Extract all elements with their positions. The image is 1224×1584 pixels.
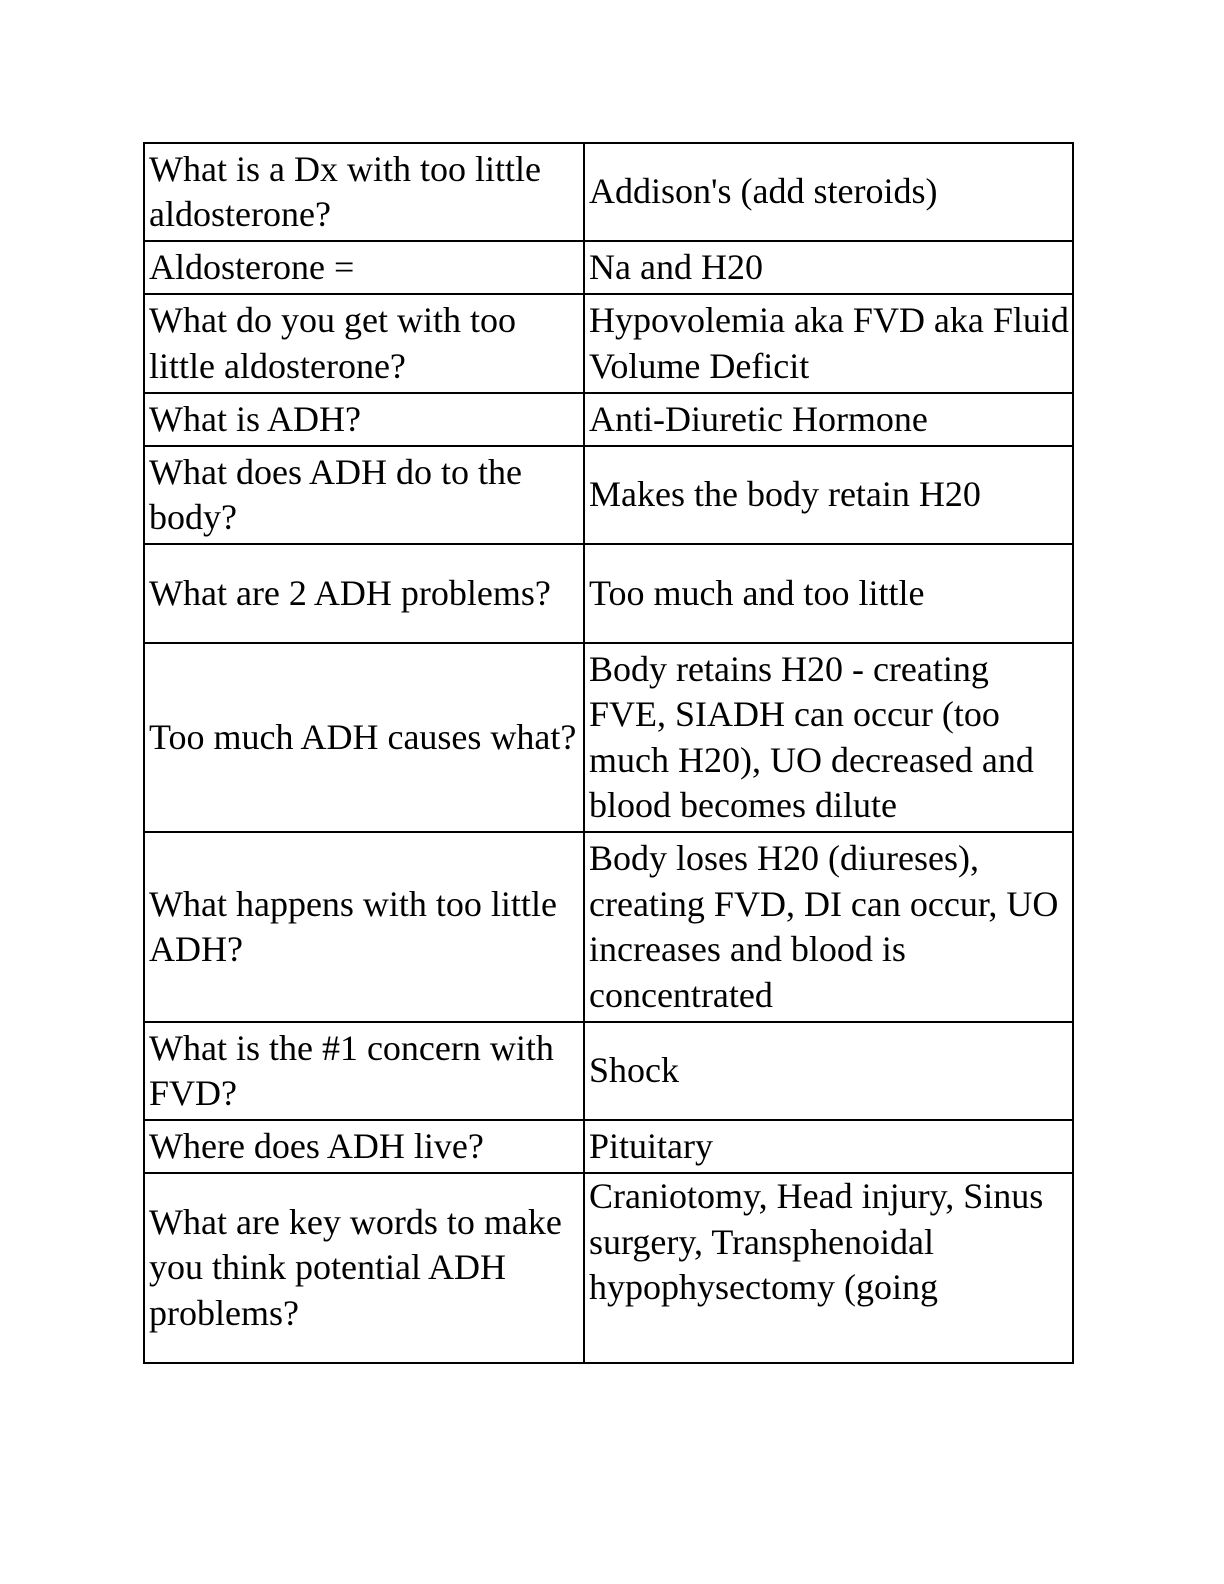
question-cell: What are key words to make you think potential ADH problems? <box>144 1173 584 1363</box>
question-cell: What is the #1 concern with FVD? <box>144 1022 584 1120</box>
answer-cell: Addison's (add steroids) <box>584 143 1073 241</box>
answer-cell: Pituitary <box>584 1120 1073 1173</box>
question-cell: What is a Dx with too little aldosterone? <box>144 143 584 241</box>
answer-cell: Body loses H20 (diureses), creating FVD, DI can occur, UO increases and blood is concentrated <box>584 832 1073 1022</box>
table-row <box>144 1120 1073 1173</box>
question-cell: Where does ADH live? <box>144 1120 584 1173</box>
question-cell: What are 2 ADH problems? <box>144 544 584 643</box>
table-row <box>144 294 1073 393</box>
answer-cell: Makes the body retain H20 <box>584 446 1073 544</box>
flashcard-table <box>143 142 1074 1364</box>
answer-cell: Craniotomy, Head injury, Sinus surgery, Transphenoidal hypophysectomy (going <box>584 1173 1073 1363</box>
question-cell: Aldosterone = <box>144 241 584 294</box>
question-cell: What happens with too little ADH? <box>144 832 584 1022</box>
question-cell: Too much ADH causes what? <box>144 643 584 832</box>
answer-cell: Too much and too little <box>584 544 1073 643</box>
table-row <box>144 393 1073 446</box>
table-row <box>144 241 1073 294</box>
table-row <box>144 1173 1073 1363</box>
table-row <box>144 544 1073 643</box>
answer-cell: Anti-Diuretic Hormone <box>584 393 1073 446</box>
table-row <box>144 446 1073 544</box>
table-row <box>144 1022 1073 1120</box>
table-row <box>144 832 1073 1022</box>
answer-cell: Shock <box>584 1022 1073 1120</box>
question-cell: What is ADH? <box>144 393 584 446</box>
table-row <box>144 643 1073 832</box>
question-cell: What do you get with too little aldosterone? <box>144 294 584 393</box>
answer-cell: Body retains H20 - creating FVE, SIADH can occur (too much H20), UO decreased and blood becomes dilute <box>584 643 1073 832</box>
answer-cell: Hypovolemia aka FVD aka Fluid Volume Deficit <box>584 294 1073 393</box>
table-row <box>144 143 1073 241</box>
answer-cell: Na and H20 <box>584 241 1073 294</box>
question-cell: What does ADH do to the body? <box>144 446 584 544</box>
